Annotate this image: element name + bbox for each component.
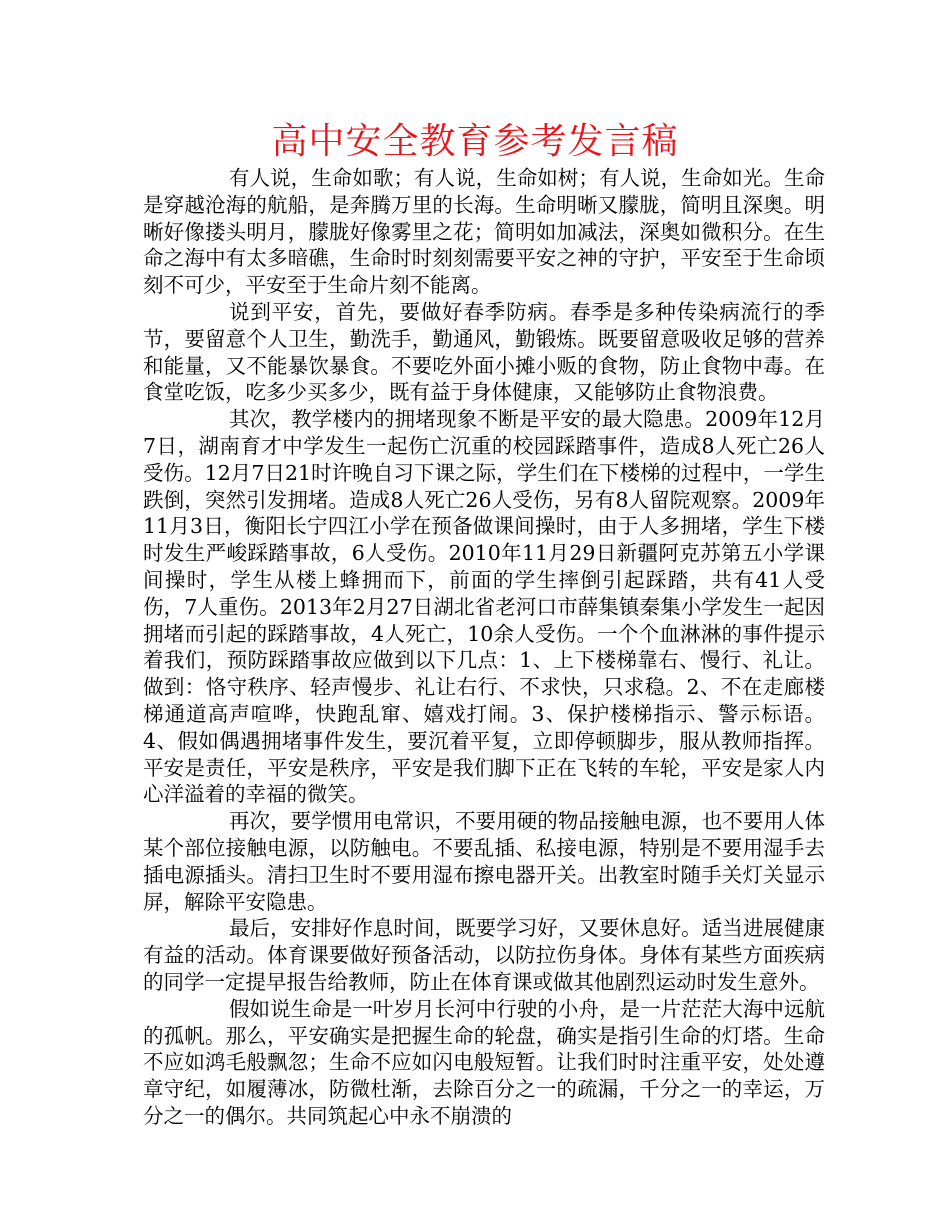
document-title: 高中安全教育参考发言稿 [271, 121, 679, 162]
paragraph-stampede: 其次，教学楼内的拥堵现象不断是平安的最大隐患。2009年12月7日，湖南育才中学发生一起伤亡沉重的校园踩踏事件，造成8人死亡26人受伤。12月7日21时许晚自习下课之际，学生们在下楼梯的过程中，一学生跌倒，突然引发拥堵。造成8人死亡26人受伤，另有8人留院观察。2009年11月3日，衡阳长宁四江小学在预备做课间操时，由于人多拥堵，学生下楼时发生严峻踩踏事故，6人受伤。2010年11月29日新疆阿克苏第五小学课间操时，学生从楼上蜂拥而下，前面的学生摔倒引起踩踏，共有41人受伤，7人重伤。2013年2月27日湖北省老河口市薛集镇秦集小学发生一起因拥堵而引起的踩踏事故，4人死亡，10余人受伤。一个个血淋淋的事件提示着我们，预防踩踏事故应做到以下几点：1、上下楼梯靠右、慢行、礼让。做到：恪守秩序、轻声慢步、礼让右行、不求快，只求稳。2、不在走廊楼梯通道高声喧哗，快跑乱窜、嬉戏打闹。3、保护楼梯指示、警示标语。4、假如偶遇拥堵事件发生，要沉着平复，立即停顿脚步，服从教师指挥。平安是责任，平安是秩序，平安是我们脚下正在飞转的车轮，平安是家人内心洋溢着的幸福的微笑。 [143, 407, 825, 807]
document-body [143, 165, 825, 1130]
paragraph-electricity: 再次，要学惯用电常识，不要用硬的物品接触电源，也不要用人体某个部位接触电源，以防触电。不要乱插、私接电源，特别是不要用湿手去插电源插头。清扫卫生时不要用湿布擦电器开关。出教室时随手关灯关显示屏，解除平安隐患。 [143, 809, 825, 914]
paragraph-spring-illness: 说到平安，首先，要做好春季防病。春季是多种传染病流行的季节，要留意个人卫生，勤洗手，勤通风，勤锻炼。既要留意吸收足够的营养和能量，又不能暴饮暴食。不要吃外面小摊小贩的食物，防止食物中毒。在食堂吃饭，吃多少买多少，既有益于身体健康，又能够防止食物浪费。 [143, 299, 825, 405]
paragraph-rest-schedule: 最后，安排好作息时间，既要学习好，又要休息好。适当进展健康有益的活动。体育课要做好预备活动，以防拉伤身体。身体有某些方面疾病的同学一定提早报告给教师，防止在体育课或做其他剧烈运动时发生意外。 [143, 916, 825, 994]
paragraph-conclusion: 假如说生命是一叶岁月长河中行驶的小舟，是一片茫茫大海中远航的孤帆。那么，平安确实是把握生命的轮盘，确实是指引生命的灯塔。生命不应如鸿毛般飘忽；生命不应如闪电般短暂。让我们时时注重平安，处处遵章守纪，如履薄冰，防微杜渐，去除百分之一的疏漏，千分之一的幸运，万分之一的偶尔。共同筑起心中永不崩溃的 [143, 996, 825, 1128]
paragraph-intro: 有人说，生命如歌；有人说，生命如树；有人说，生命如光。生命是穿越沧海的航船，是奔腾万里的长海。生命明晰又朦胧，简明且深奥。明晰好像搂头明月，朦胧好像雾里之花；简明如加减法，深奥如微积分。在生命之海中有太多暗礁，生命时时刻刻需要平安之神的守护，平安至于生命顷刻不可少，平安至于生命片刻不能离。 [143, 166, 825, 298]
